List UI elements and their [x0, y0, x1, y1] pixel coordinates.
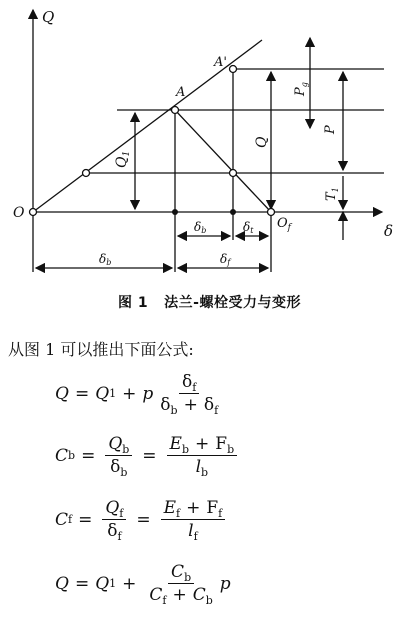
formula-1-fraction: $\frac{\delta_f}{\delta_b + \delta_f}$	[160, 372, 219, 417]
pg-label: $P_g$	[293, 82, 309, 96]
flange-line	[175, 110, 271, 212]
q-axis-label: Q	[42, 8, 55, 26]
t1-label: $T_1$	[324, 187, 340, 201]
point-a-prime	[230, 66, 237, 73]
point-q1	[83, 170, 90, 177]
delta-b-long-label: δb	[99, 252, 112, 267]
point-a	[172, 107, 179, 114]
figure-caption	[0, 292, 419, 312]
point-of	[268, 209, 275, 216]
delta-t-label: δt	[243, 220, 254, 235]
p-label: P	[323, 125, 338, 134]
formula-1: Q = Q 1 + p $\frac{\delta_f}{\delta_b + \delta_f}$	[55, 372, 225, 415]
figure-number: 图 1	[118, 295, 149, 311]
bolt-line	[33, 40, 262, 212]
origin-of-label: $O_f$	[277, 216, 292, 233]
delta-axis-label: δ	[384, 222, 394, 240]
delta-f-long-label: δf	[220, 252, 231, 267]
formula-4: Q = Q 1 + $\frac{C_b}{C_f + C_b}$ p	[55, 562, 231, 607]
flange-bolt-diagram	[0, 0, 419, 290]
formula-2: C b = $\frac{Q_b}{\delta_b}$ = $\frac{E_b + F_b}{l_b}$	[55, 434, 241, 477]
point-o	[30, 209, 37, 216]
point-a-prime-label: A'	[214, 55, 227, 70]
q-label: Q	[254, 136, 270, 148]
point-a-label: A	[176, 85, 186, 100]
q1-label: $Q_1$	[114, 150, 132, 168]
formula-3: C f = $\frac{Q_f}{\delta_f}$ = $\frac{E_f + F_f}{l_f}$	[55, 498, 229, 541]
delta-b-small-label: δb	[194, 220, 207, 235]
figure-title: 法兰-螺栓受力与变形	[164, 295, 301, 311]
point-mid	[230, 170, 237, 177]
origin-o-label: O	[13, 205, 25, 221]
intro-text: 从图 1 可以推出下面公式:	[8, 340, 194, 359]
